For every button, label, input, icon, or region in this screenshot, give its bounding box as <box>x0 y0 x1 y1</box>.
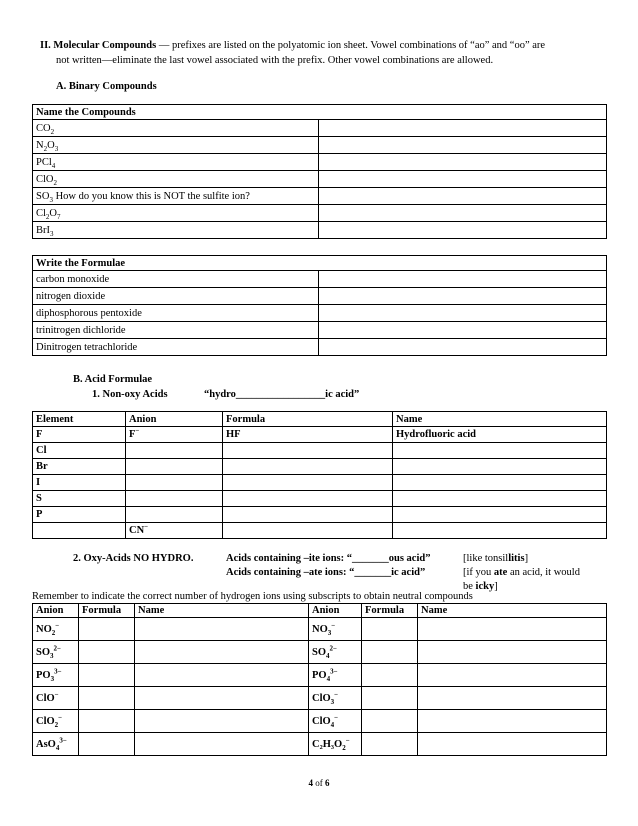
table-row <box>33 641 607 664</box>
oxy-table <box>32 603 607 756</box>
name-cell[interactable] <box>418 710 607 733</box>
formula-cell[interactable] <box>223 491 393 507</box>
table-row <box>33 710 607 733</box>
name-cell[interactable] <box>135 733 309 756</box>
table-row <box>33 339 607 356</box>
table-row <box>33 205 607 222</box>
formula-cell[interactable] <box>79 664 135 687</box>
compound-name: Dinitrogen tetrachloride <box>33 339 319 356</box>
anion-cell <box>126 475 223 491</box>
name-cell[interactable] <box>393 507 607 523</box>
compound-formula: ClO$_2$ <box>33 171 319 188</box>
formula-cell[interactable] <box>362 641 418 664</box>
formula-cell[interactable] <box>79 733 135 756</box>
answer-cell[interactable] <box>319 154 607 171</box>
formula-cell[interactable] <box>223 459 393 475</box>
answer-cell[interactable] <box>319 305 607 322</box>
column-header: Name <box>418 604 607 618</box>
anion-cell: ClO$_4$− <box>309 710 362 733</box>
anion-cell: $PO_3^{3-}$ <box>33 664 79 687</box>
compound-formula: BrI$_3$ <box>33 222 319 239</box>
answer-cell[interactable] <box>319 288 607 305</box>
answer-cell[interactable] <box>319 188 607 205</box>
table-row <box>33 475 607 491</box>
anion-cell: $C_2H_3O_2^-$ <box>309 733 362 756</box>
name-cell[interactable] <box>393 459 607 475</box>
element-cell: Br <box>33 459 126 475</box>
name-cell[interactable] <box>135 664 309 687</box>
table-row <box>33 733 607 756</box>
table-row <box>33 459 607 475</box>
compound-name: diphosphorous pentoxide <box>33 305 319 322</box>
anion-cell: $SO_3^{2-}$ <box>33 641 79 664</box>
formulae-header: Write the Formulae <box>33 256 607 271</box>
anion-cell: $SO_4^{2-}$ <box>309 641 362 664</box>
table-row <box>33 171 607 188</box>
table-row <box>33 427 607 443</box>
name-cell: Hydrofluoric acid <box>393 427 607 443</box>
compound-name: nitrogen dioxide <box>33 288 319 305</box>
table-row <box>33 137 607 154</box>
binary-heading: A. Binary Compounds <box>56 81 157 92</box>
anion-cell: $PO_4^{3-}$ <box>309 664 362 687</box>
name-cell[interactable] <box>135 710 309 733</box>
anion-cell <box>126 459 223 475</box>
anion-cell: $NO_2^-$ <box>33 618 79 641</box>
oxy-ate-rule: Acids containing –ate ions: “_______ic acid” <box>226 567 426 578</box>
table-row <box>33 154 607 171</box>
formula-cell[interactable] <box>362 687 418 710</box>
name-cell[interactable] <box>418 664 607 687</box>
table-row <box>33 618 607 641</box>
column-header: Formula <box>79 604 135 618</box>
column-header: Anion <box>33 604 79 618</box>
element-cell: F <box>33 427 126 443</box>
name-compounds-table <box>32 104 607 239</box>
formula-cell[interactable] <box>362 733 418 756</box>
section-intro-2: not written—eliminate the last vowel associated with the prefix. Other vowel combinations are allowed. <box>56 55 494 66</box>
table-row <box>33 322 607 339</box>
page-footer: 4 of 6 <box>308 778 330 788</box>
anion-cell: ClO$_2$− <box>33 710 79 733</box>
element-cell: I <box>33 475 126 491</box>
column-header: Element <box>33 412 126 427</box>
anion-cell: F− <box>126 427 223 443</box>
name-cell[interactable] <box>418 687 607 710</box>
oxy-ate-note: [if you ate an acid, it would <box>463 567 580 578</box>
column-header: Name <box>393 412 607 427</box>
section-intro-1: — prefixes are listed on the polyatomic ion sheet. Vowel combinations of “ao” and “oo” are <box>156 40 546 51</box>
reminder-text: Remember to indicate the correct number of hydrogen ions using subscripts to obtain neutral compounds <box>32 591 473 602</box>
table-row <box>33 305 607 322</box>
table-row <box>33 443 607 459</box>
formula-cell[interactable] <box>362 664 418 687</box>
element-cell: P <box>33 507 126 523</box>
table-row <box>33 271 607 288</box>
answer-cell[interactable] <box>319 171 607 188</box>
formula-cell[interactable] <box>362 710 418 733</box>
formula-cell[interactable] <box>79 710 135 733</box>
compound-name: trinitrogen dichloride <box>33 322 319 339</box>
table-row <box>33 523 607 539</box>
table-row <box>33 491 607 507</box>
oxy-ite-note: [like tonsillitis] <box>463 553 529 564</box>
name-cell[interactable] <box>393 523 607 539</box>
answer-cell[interactable] <box>319 322 607 339</box>
compound-formula: PCl$_4$ <box>33 154 319 171</box>
table-row <box>33 664 607 687</box>
formula-cell[interactable] <box>362 618 418 641</box>
formula-cell: HF <box>223 427 393 443</box>
table-row <box>33 188 607 205</box>
name-cell[interactable] <box>393 491 607 507</box>
answer-cell[interactable] <box>319 339 607 356</box>
name-cell[interactable] <box>393 475 607 491</box>
table-row <box>33 120 607 137</box>
name-cell[interactable] <box>418 733 607 756</box>
name-cell[interactable] <box>135 618 309 641</box>
nonoxy-table <box>32 411 607 539</box>
column-header: Formula <box>362 604 418 618</box>
formula-cell[interactable] <box>79 641 135 664</box>
formula-cell[interactable] <box>79 618 135 641</box>
name-cell[interactable] <box>135 687 309 710</box>
compound-formula: $N_2O_3$ <box>33 137 319 154</box>
column-header: Formula <box>223 412 393 427</box>
anion-cell: AsO$_4^{3-}$ <box>33 733 79 756</box>
column-header: Name <box>135 604 309 618</box>
element-cell <box>33 523 126 539</box>
answer-cell[interactable] <box>319 137 607 154</box>
element-cell: Cl <box>33 443 126 459</box>
formulae-table <box>32 255 607 356</box>
anion-cell: CN− <box>126 523 223 539</box>
name-cell[interactable] <box>393 443 607 459</box>
formula-cell[interactable] <box>223 523 393 539</box>
answer-cell[interactable] <box>319 205 607 222</box>
section-heading <box>40 40 610 51</box>
oxy-ate-note-2: be icky] <box>463 581 498 592</box>
name-compounds-header: Name the Compounds <box>33 105 607 120</box>
answer-cell[interactable] <box>319 271 607 288</box>
element-cell: S <box>33 491 126 507</box>
formula-cell[interactable] <box>223 443 393 459</box>
formula-cell[interactable] <box>223 507 393 523</box>
anion-cell <box>126 443 223 459</box>
compound-name: carbon monoxide <box>33 271 319 288</box>
nonoxy-pattern: “hydro_________________ic acid” <box>204 389 360 400</box>
column-header: Anion <box>309 604 362 618</box>
oxy-heading: 2. Oxy-Acids NO HYDRO. <box>73 553 194 564</box>
compound-formula: $SO_3$ How do you know this is NOT the sulfite ion? <box>33 188 319 205</box>
anion-cell: ClO− <box>33 687 79 710</box>
table-row <box>33 222 607 239</box>
formula-cell[interactable] <box>79 687 135 710</box>
table-row <box>33 507 607 523</box>
anion-cell: ClO$_3$− <box>309 687 362 710</box>
anion-cell <box>126 507 223 523</box>
table-row <box>33 687 607 710</box>
name-cell[interactable] <box>418 641 607 664</box>
anion-cell <box>126 491 223 507</box>
compound-formula: $CO_2$ <box>33 120 319 137</box>
section-title: II. Molecular Compounds <box>40 40 157 51</box>
column-header: Anion <box>126 412 223 427</box>
answer-cell[interactable] <box>319 120 607 137</box>
oxy-ite-rule: Acids containing –ite ions: “_______ous acid” <box>226 553 431 564</box>
name-cell[interactable] <box>135 641 309 664</box>
answer-cell[interactable] <box>319 222 607 239</box>
name-cell[interactable] <box>418 618 607 641</box>
compound-formula: $Cl_2O_7$ <box>33 205 319 222</box>
nonoxy-heading: 1. Non-oxy Acids <box>92 389 168 400</box>
formula-cell[interactable] <box>223 475 393 491</box>
table-row <box>33 288 607 305</box>
acid-heading: B. Acid Formulae <box>73 374 153 385</box>
anion-cell: $NO_3^-$ <box>309 618 362 641</box>
